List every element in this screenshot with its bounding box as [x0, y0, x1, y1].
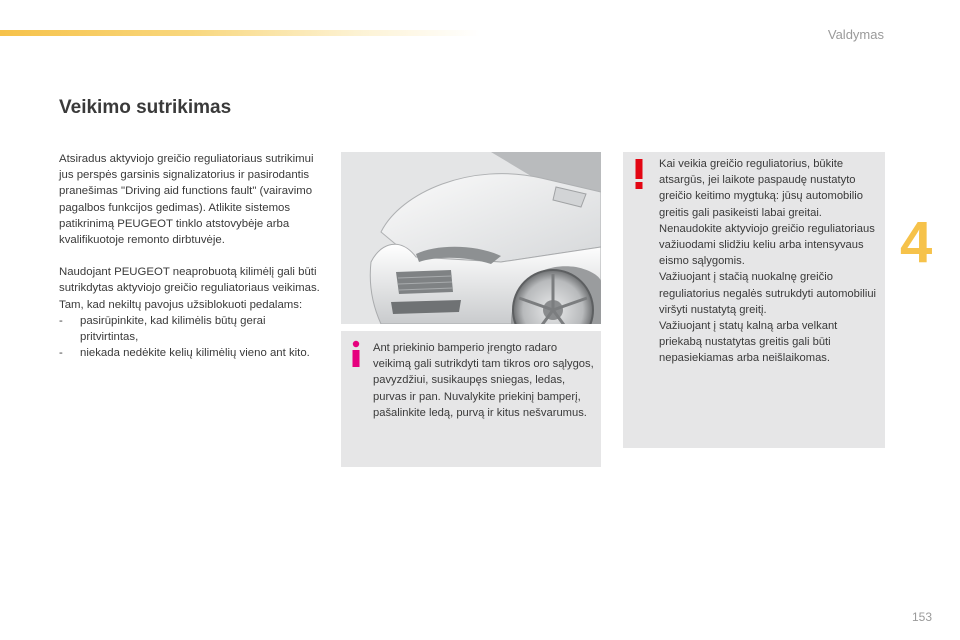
info-icon: [349, 340, 363, 368]
list-item: - niekada nedėkite kelių kilimėlių vieno ant kito.: [59, 347, 310, 360]
exclamation-icon: [632, 159, 646, 189]
list-item: - pasirūpinkite, kad kilimėlis būtų gerai pritvirtintas,: [59, 314, 266, 344]
warning-line: Kai veikia greičio reguliatorius, būkite atsargūs, jei laikote paspaudę nustatyto greičio keitimo mygtuką: jūsų automobilio greitis gali pasikeisti labai greitai.: [659, 158, 863, 219]
fault-paragraph: Atsiradus aktyviojo greičio reguliatoriaus sutrikimui jus perspės garsinis signalizatorius ir pasirodantis pranešimas "Driving aid functions fault" (vairavimo pagalbos funkcijos gedimas). Atlikite sistemos patikrinimą PEUGEOT tinklo atstovybėje arba kvalifikuotoje remonto dirbtuvėje.: [59, 153, 314, 247]
warning-line: Nenaudokite aktyviojo greičio reguliatoriaus važiuodami slidžiu keliu arba intensyvaus eismo sąlygomis.: [659, 222, 875, 268]
info-box: [341, 331, 601, 467]
pedal-paragraph: Tam, kad nekiltų pavojus užsiblokuoti pedalams:: [59, 298, 303, 311]
car-front-icon: [341, 152, 601, 324]
page-number: 153: [911, 610, 932, 624]
section-label: Valdymas: [827, 27, 884, 42]
warning-line: Važiuojant į stačią nuokalnę greičio reguliatorius negalės sutrukdyti automobiliui viršyti nustatytą greitį.: [659, 271, 877, 316]
mat-instructions-list: [59, 313, 321, 362]
car-front-illustration: [341, 152, 601, 324]
warning-box: [623, 152, 885, 448]
page-title: Veikimo sutrikimas: [59, 97, 232, 118]
warning-line: Važiuojant į statų kalną arba velkant priekabą nustatytas greitis gali būti nepasiekiamas arba neišlaikomas.: [659, 320, 838, 365]
info-text: Ant priekinio bamperio įrengto radaro veikimą gali sutrikdyti tam tikros oro sąlygos, pavyzdžiui, susikaupęs sniegas, ledas, purvas ir pan. Nuvalykite priekinį bamperį, pašalinkite ledą, purvą ir kitus nešvarumus.: [373, 342, 594, 419]
header-accent-bar: [0, 30, 480, 36]
mat-paragraph: Naudojant PEUGEOT neaprobuotą kilimėlį gali būti sutrikdytas aktyviojo greičio reguliatoriaus veikimas.: [59, 266, 320, 295]
main-text-column: [59, 151, 321, 361]
warning-text: [659, 156, 881, 367]
chapter-number: 4: [900, 210, 933, 275]
